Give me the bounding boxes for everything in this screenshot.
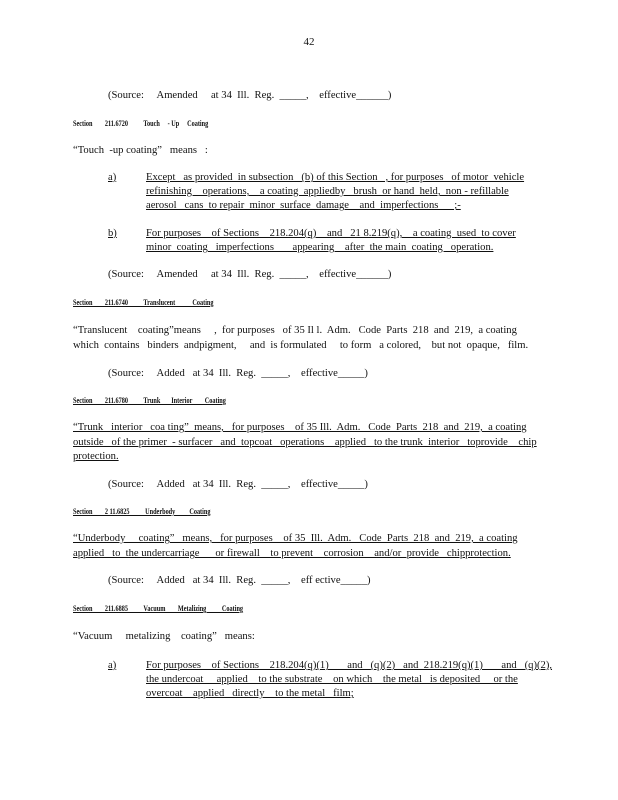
section-heading: Section 211.6740 Translucent Coating	[73, 298, 214, 307]
text-line: “Vacuum metalizing coating” means:	[73, 631, 255, 642]
section-heading: Section 211.6780 Trunk Interior Coating	[73, 396, 226, 405]
text-line: minor coating imperfections appearing after the main coating operation.	[146, 242, 494, 253]
subsection-label: b)	[108, 228, 117, 239]
section-heading: Section 211.6885 Vacuum Metalizing Coating	[73, 604, 244, 613]
section-heading: Section 2 11.6825 Underbody Coating	[73, 507, 211, 516]
text-line: (Source: Added at 34 Ill. Reg. _____, effective_____)	[108, 368, 368, 379]
text-line: “Translucent coating”means , for purposes of 35 Il l. Adm. Code Parts 218 and 219, a coating	[73, 325, 517, 336]
page-number: 42	[303, 36, 315, 48]
text-line: For purposes of Sections 218.204(q) and 21 8.219(q), a coating used to cover	[146, 228, 516, 239]
text-line: “Underbody coating” means, for purposes of 35 Ill. Adm. Code Parts 218 and 219, a coating	[73, 533, 518, 544]
subsection-label: a)	[108, 660, 117, 671]
subsection-label: a)	[108, 172, 117, 183]
text-line: For purposes of Sections 218.204(q)(1) and (q)(2) and 218.219(q)(1) and (q)(2),	[146, 660, 553, 671]
text-line: the undercoat applied to the substrate on which the metal is deposited or the	[146, 674, 518, 685]
text-line: overcoat applied directly to the metal film;	[146, 688, 354, 699]
text-line: “Trunk interior coa ting” means, for purposes of 35 Ill. Adm. Code Parts 218 and 219, a coating	[73, 422, 527, 433]
text-line: (Source: Amended at 34 Ill. Reg. _____, effective______)	[108, 90, 392, 101]
text-line: protection.	[73, 451, 119, 462]
text-line: (Source: Added at 34 Ill. Reg. _____, eff ective_____)	[108, 575, 371, 586]
text-line: Except as provided in subsection (b) of this Section , for purposes of motor vehicle	[146, 172, 525, 183]
text-line: (Source: Amended at 34 Ill. Reg. _____, effective______)	[108, 269, 392, 280]
text-line: outside of the primer - surfacer and topcoat operations applied to the trunk interior toprovide chip	[73, 437, 537, 448]
text-line: refinishing operations, a coating appliedby brush or hand held, non - refillable	[146, 186, 509, 197]
section-heading: Section 211.6720 Touch - Up Coating	[73, 119, 209, 128]
text-line: aerosol cans to repair minor surface damage and imperfections ;-	[146, 200, 461, 211]
text-line: which contains binders andpigment, and is formulated to form a colored, but not opaque, film.	[73, 340, 529, 351]
text-line: (Source: Added at 34 Ill. Reg. _____, effective_____)	[108, 479, 368, 490]
text-line: “Touch -up coating” means :	[73, 145, 208, 156]
text-line: applied to the undercarriage or firewall to prevent corrosion and/or provide chipprotection.	[73, 548, 511, 559]
